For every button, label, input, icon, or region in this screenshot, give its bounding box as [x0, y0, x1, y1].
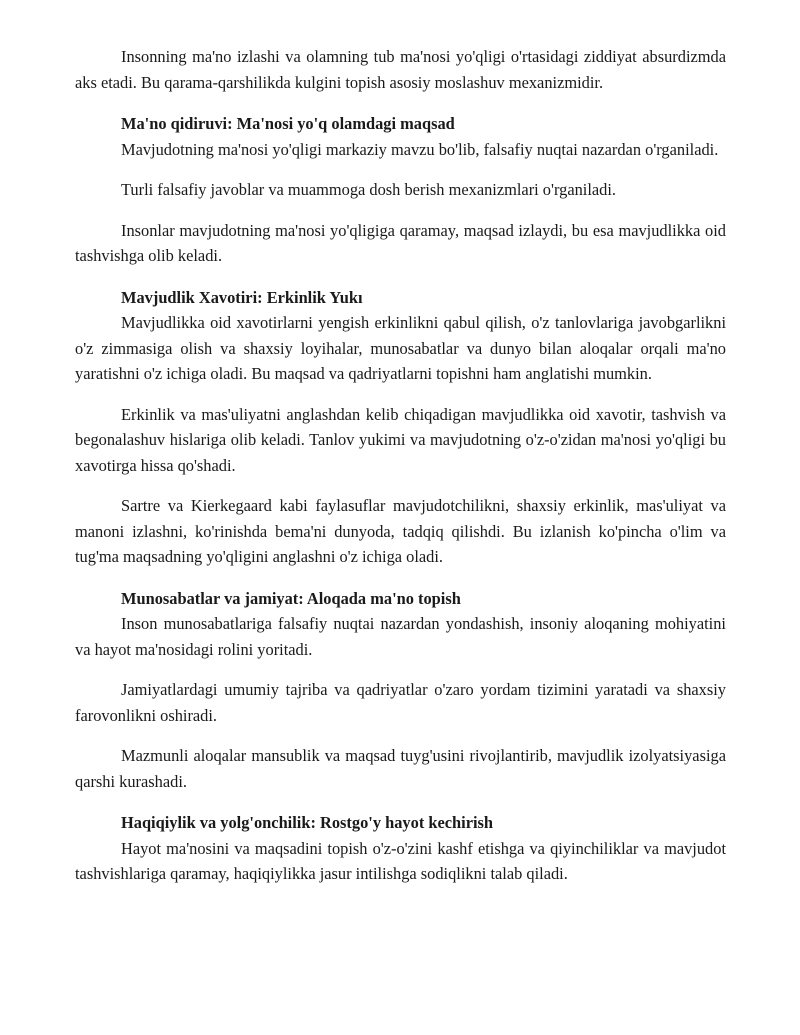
body-paragraph: Mavjudlikka oid xavotirlarni yengish erkinlikni qabul qilish, o'z tanlovlariga javobgarlikni o'z zimmasiga olish va shaxsiy loyihalar, munosabatlar va dunyo bilan aloqalar orqali ma'no yaratishni o'z ichiga oladi. Bu maqsad va qadriyatlarni topishni ham anglatishi mumkin.: [75, 313, 726, 383]
intro-paragraph: Insonning ma'no izlashi va olamning tub ma'nosi yo'qligi o'rtasidagi ziddiyat absurdizmda aks etadi. Bu qarama-qarshilikda kulgini topish asosiy moslashuv mexanizmidir.: [75, 47, 726, 92]
section-authenticity: [75, 810, 726, 887]
body-paragraph: Turli falsafiy javoblar va muammoga dosh berish mexanizmlari o'rganiladi.: [121, 180, 617, 199]
body-paragraph: Hayot ma'nosini va maqsadini topish o'z-o'zini kashf etishga va qiyinchiliklar va mavjudot tashvishlariga qaramay, haqiqiylikka jasur intilishga sodiqlikni talab qiladi.: [75, 838, 726, 883]
body-paragraph: Sartre va Kierkegaard kabi faylasuflar mavjudotchilikni, shaxsiy erkinlik, mas'uliyat va manoni izlashni, ko'rinishda bema'ni dunyoda, tadqiq qilishdi. Bu izlanish ko'pincha o'lim va tug'ma maqsadning yo'qligini anglashni o'z ichiga oladi.: [75, 496, 726, 566]
section-heading: Ma'no qidiruvi: Ma'nosi yo'q olamdagi maqsad: [121, 114, 455, 133]
section-heading: Mavjudlik Xavotiri: Erkinlik Yukı: [121, 287, 363, 307]
document-page: [75, 44, 726, 887]
intro-section: [75, 44, 726, 95]
section-heading: Haqiqiylik va yolg'onchilik: Rostgo'y hayot kechirish: [121, 813, 494, 832]
section-meaning-search: [75, 111, 726, 269]
section-heading: Munosabatlar va jamiyat: Aloqada ma'no topish: [121, 588, 461, 608]
body-paragraph: Jamiyatlardagi umumiy tajriba va qadriyatlar o'zaro yordam tizimini yaratadi va shaxsiy farovonlikni oshiradi.: [75, 680, 726, 725]
body-paragraph: Mavjudotning ma'nosi yo'qligi markaziy mavzu bo'lib, falsafiy nuqtai nazardan o'rganiladi.: [121, 139, 719, 159]
body-paragraph: Inson munosabatlariga falsafiy nuqtai nazardan yondashish, insoniy aloqaning mohiyatini va hayot ma'nosidagi rolini yoritadi.: [75, 614, 726, 659]
body-paragraph: Erkinlik va mas'uliyatni anglashdan kelib chiqadigan mavjudlikka oid xavotir, tashvish va begonalashuv hislariga olib keladi. Tanlov yukimi va mavjudotning o'z-o'zidan ma'nosi yo'qligi bu xavotirga hissa qo'shadi.: [75, 404, 726, 475]
body-paragraph: Mazmunli aloqalar mansublik va maqsad tuyg'usini rivojlantirib, mavjudlik izolyatsiyasiga qarshi kurashadi.: [75, 746, 726, 791]
section-existential-anxiety: [75, 285, 726, 570]
section-relationships: [75, 586, 726, 795]
body-paragraph: Insonlar mavjudotning ma'nosi yo'qligiga qaramay, maqsad izlaydi, bu esa mavjudlikka oid tashvishga olib keladi.: [75, 220, 726, 265]
